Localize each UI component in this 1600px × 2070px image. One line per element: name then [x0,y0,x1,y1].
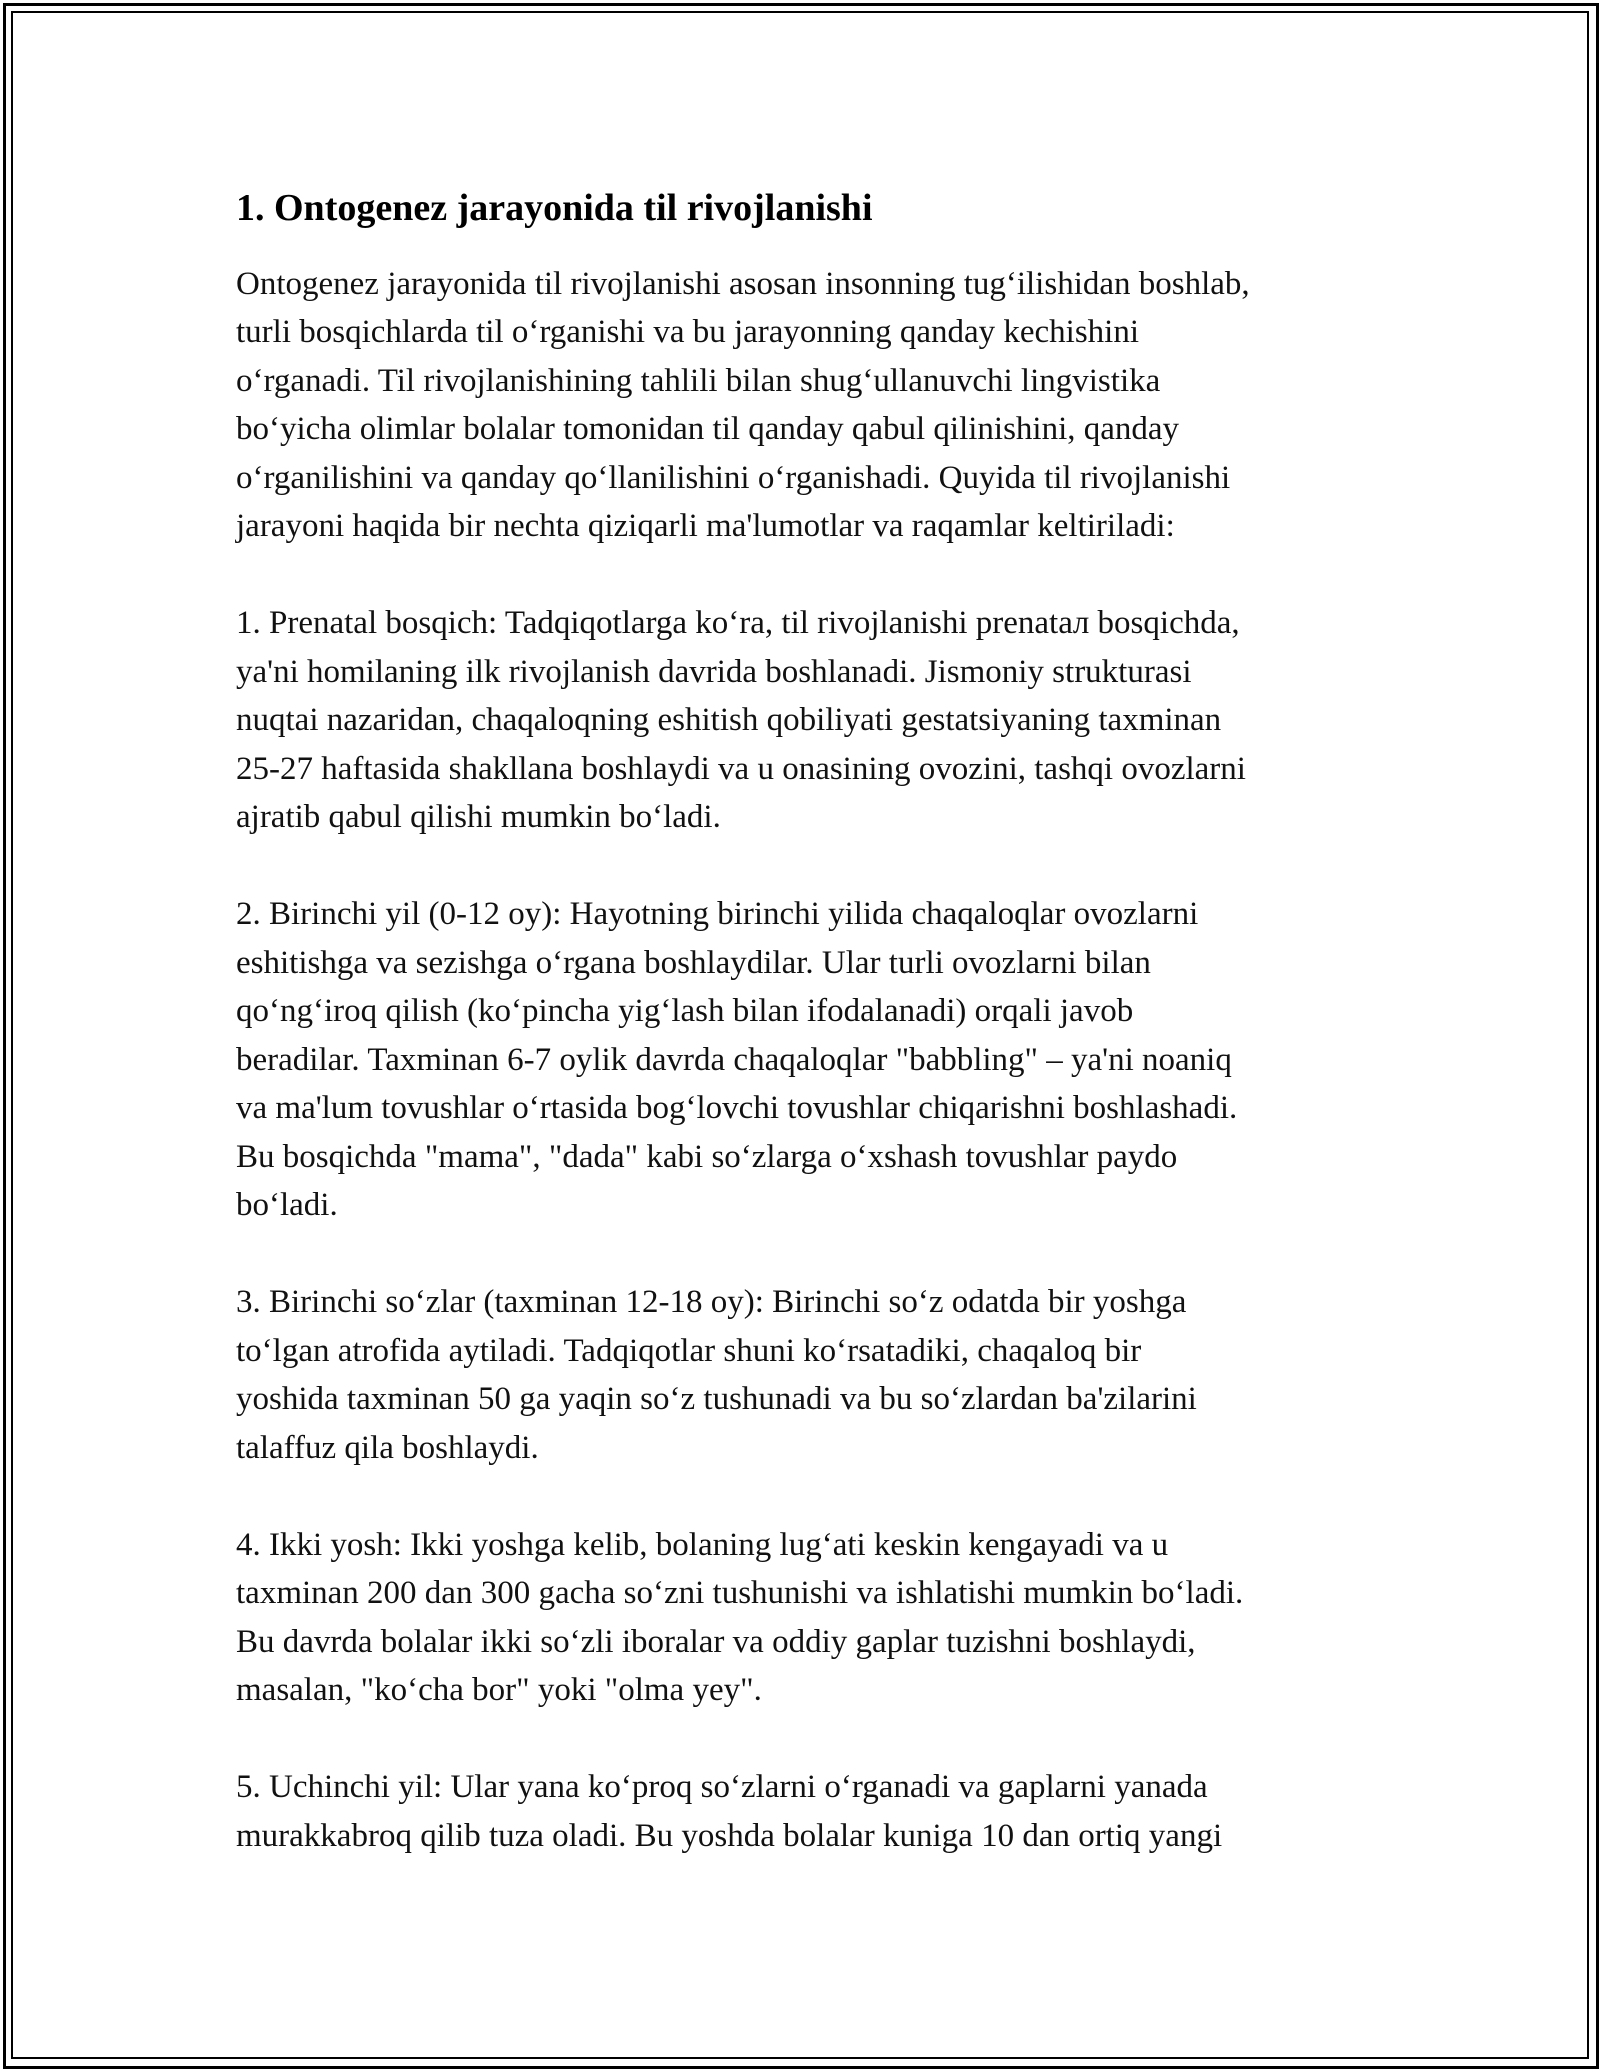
paragraph-first-year: 2. Birinchi yil (0-12 oy): Hayotning birinchi yilida chaqaloqlar ovozlarni eshitishga va sezishga o‘rgana boshlaydilar. Ular turli ovozlarni bilan qo‘ng‘iroq qilish (ko‘pincha yig‘lash bilan ifodalanadi) orqali javob beradilar. Taxminan 6-7 oylik davrda chaqaloqlar "babbling" – ya'ni noaniq va ma'lum tovushlar o‘rtasida bog‘lovchi tovushlar chiqarishni boshlashadi. Bu bosqichda "mama", "dada" kabi so‘zlarga o‘xshash tovushlar paydo bo‘ladi. [236,896,1238,1224]
paragraph-third-year: 5. Uchinchi yil: Ular yana ko‘proq so‘zlarni o‘rganadi va gaplarni yanada murakkabroq qilib tuza oladi. Bu yoshda bolalar kuniga 10 dan ortiq yangi [236,1769,1223,1854]
paragraph-two-years: 4. Ikki yosh: Ikki yoshga kelib, bolaning lug‘ati keskin kengayadi va u taxminan 200 dan 300 gacha so‘zni tushunishi va ishlatishi mumkin bo‘ladi. Bu davrda bolalar ikki so‘zli iboralar va oddiy gaplar tuzishni boshlaydi, masalan, "ko‘cha bor" yoki "olma yey". [236,1526,1244,1709]
paragraph-intro: Ontogenez jarayonida til rivojlanishi asosan insonning tug‘ilishidan boshlab, turli bosqichlarda til o‘rganishi va bu jarayonning qanday kechishini o‘rganadi. Til rivojlanishining tahlili bilan shug‘ullanuvchi lingvistika bo‘yicha olimlar bolalar tomonidan til qanday qabul qilinishini, qanday o‘rganilishini va qanday qo‘llanilishini o‘rganishadi. Quyida til rivojlanishi jarayoni haqida bir nechta qiziqarli ma'lumotlar va raqamlar keltiriladi: [236,265,1250,545]
document-body [236,186,1376,1909]
document-title: 1. Ontogenez jarayonida til rivojlanishi [236,187,873,229]
paragraph-prenatal-stage: 1. Prenatal bosqich: Tadqiqotlarga ko‘ra, til rivojlanishi prenataл bosqichda, ya'ni homilaning ilk rivojlanish davrida boshlanadi. Jismoniy strukturasi nuqtai nazaridan, chaqaloqning eshitish qobiliyati gestatsiyaning taxminan 25-27 haftasida shakllana boshlaydi va u onasining ovozini, tashqi ovozlarni ajratib qabul qilishi mumkin bo‘ladi. [236,605,1246,836]
paragraph-first-words: 3. Birinchi so‘zlar (taxminan 12-18 oy): Birinchi so‘z odatda bir yoshga to‘lgan atrofida aytiladi. Tadqiqotlar shuni ko‘rsatadiki, chaqaloq bir yoshida taxminan 50 ga yaqin so‘z tushunadi va bu so‘zlardan ba'zilarini talaffuz qila boshlaydi. [236,1284,1197,1466]
